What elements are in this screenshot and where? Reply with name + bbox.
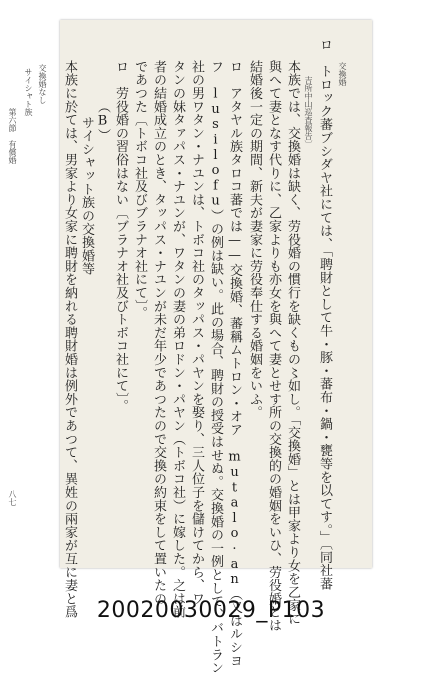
text-column-3: 本族では、交換婚は缺く、劳役婚の慣行を缺くもの〻如し。「交換婚」とは甲家より女を乙家に xyxy=(285,60,300,626)
section-header: 交換婚 xyxy=(338,62,347,86)
text-column-5: 結婚後一定の期間、新夫が妻家に劳役奉仕する婚姻をいふ。 xyxy=(247,60,262,420)
text-column-2: 吉所中山巡査報告〕 xyxy=(304,60,313,148)
text-column-14: サイシャット族の交換婚等 xyxy=(79,116,94,276)
text-column-6: ロ アタヤル族タロコ蕃では——交換婚、蕃稱ムトロン・オア mutalo·an（又はルシヨ xyxy=(227,60,242,668)
text-column-13: （B） xyxy=(95,100,110,142)
margin-note-2: 交換婚なし xyxy=(38,64,47,104)
margin-note: サイシャト族 xyxy=(24,68,33,116)
text-column-11: であつた〔トボコ社及びブラナオ社にて〕。 xyxy=(132,60,147,320)
chapter-footer: 第六節 有償婚 xyxy=(8,108,17,164)
text-column-9: タンの妹タァパス・ナユンが、ワタンの妻の弟ロドン・パヤン（トボコ社）に嫁した。之は前 xyxy=(170,60,185,619)
image-caption: 20020030029_P103 xyxy=(96,598,326,623)
text-column-12: ロ 劳役婚の習俗はない〔ブラナオ社及びトボコ社にて〕。 xyxy=(113,60,128,413)
text-column-4: 與へて妻となす代りに、乙家よりも亦女を與へて妻とせす所の交換的の婚姻をいひ、劳役婚とは xyxy=(266,60,281,632)
text-column-15: 本族に於ては、男家より女家に聘財を納れる聘財婚は例外であつて、異姓の兩家が互に妻と爲 xyxy=(62,60,77,619)
text-column-7: フ lusilofu）の例は缺い。此の場合、聘財の授受はせぬ。交換婚の一例として、バトラン xyxy=(208,60,223,675)
text-column-1: ロ トロック蕃ブシダヤ社にては、「聘財として牛・豚・蕃布・鍋・甕等を以てす。」〔同社蕃 xyxy=(317,38,332,591)
text-column-8: 社の男ワタン・ナユンは、トボコ社のタッパス・パヤンを娶り、三人位子を儲けてから、ワ xyxy=(189,60,204,606)
text-column-10: 者の結婚成立のとき、タッパス・ナユンが未だ年少であつたので交換の約束をして置いたの xyxy=(151,60,166,606)
page-number: 八七 xyxy=(8,490,17,506)
